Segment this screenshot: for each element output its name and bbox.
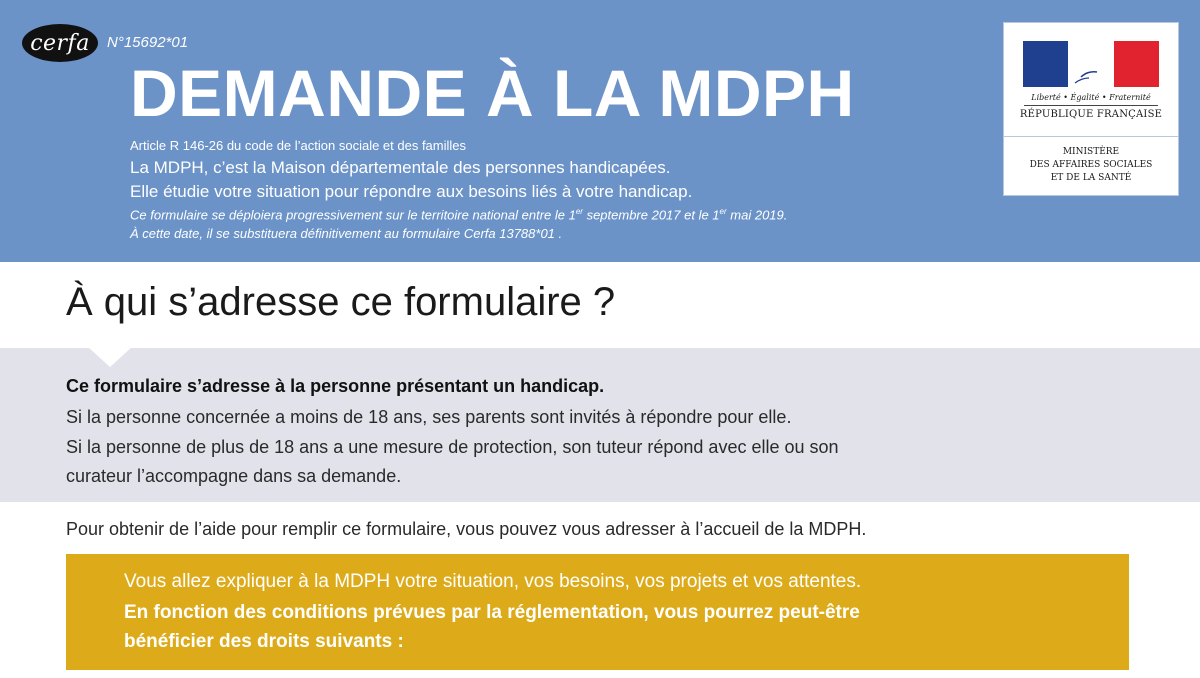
audience-detail: Si la personne de plus de 18 ans a une mesure de protection, son tuteur répond avec elle ou son	[66, 437, 839, 457]
deployment-note: À cette date, il se substituera définitivement au formulaire Cerfa 13788*01 .	[130, 226, 563, 241]
republic-name: RÉPUBLIQUE FRANÇAISE	[1019, 109, 1163, 120]
section-title: À qui s’adresse ce formulaire ?	[66, 280, 616, 324]
intro-line: Elle étudie votre situation pour répondre aux besoins liés à votre handicap.	[130, 182, 693, 201]
marianne-icon	[1051, 47, 1129, 87]
audience-detail: curateur l’accompagne dans sa demande.	[66, 466, 402, 486]
divider	[1024, 105, 1158, 106]
help-text: Pour obtenir de l’aide pour remplir ce formulaire, vous pouvez vous adresser à l’accueil de la MDPH.	[66, 519, 867, 539]
header-banner	[0, 0, 1200, 262]
republic-motto: Liberté • Égalité • Fraternité	[1031, 93, 1151, 102]
page-title: DEMANDE À LA MDPH	[130, 56, 855, 130]
divider	[1004, 136, 1178, 137]
rights-intro-box	[66, 554, 1129, 670]
form-number: N°15692*01	[107, 34, 189, 51]
ministry-name: MINISTÈRE DES AFFAIRES SOCIALES ET DE LA SANTÉ	[1029, 147, 1153, 183]
cerfa-logo: cerfa	[22, 24, 98, 62]
french-flag-icon	[1023, 41, 1159, 87]
audience-statement: Ce formulaire s’adresse à la personne présentant un handicap.	[66, 376, 605, 396]
republique-francaise-logo	[1003, 22, 1179, 196]
rights-intro-line: Vous allez expliquer à la MDPH votre situation, vos besoins, vos projets et vos attentes.	[124, 571, 862, 592]
audience-detail: Si la personne concernée a moins de 18 ans, ses parents sont invités à répondre pour elle.	[66, 407, 792, 427]
intro-line: La MDPH, c’est la Maison départementale des personnes handicapées.	[130, 158, 671, 177]
legal-article: Article R 146-26 du code de l’action sociale et des familles	[130, 138, 467, 153]
deployment-note: Ce formulaire se déploiera progressivement sur le territoire national entre le 1er septembre 2017 et le 1er mai 2019.	[130, 207, 788, 223]
rights-intro-line: bénéficier des droits suivants :	[124, 631, 404, 652]
rights-intro-line: En fonction des conditions prévues par la réglementation, vous pourrez peut-être	[124, 602, 860, 623]
callout-notch	[88, 347, 132, 367]
